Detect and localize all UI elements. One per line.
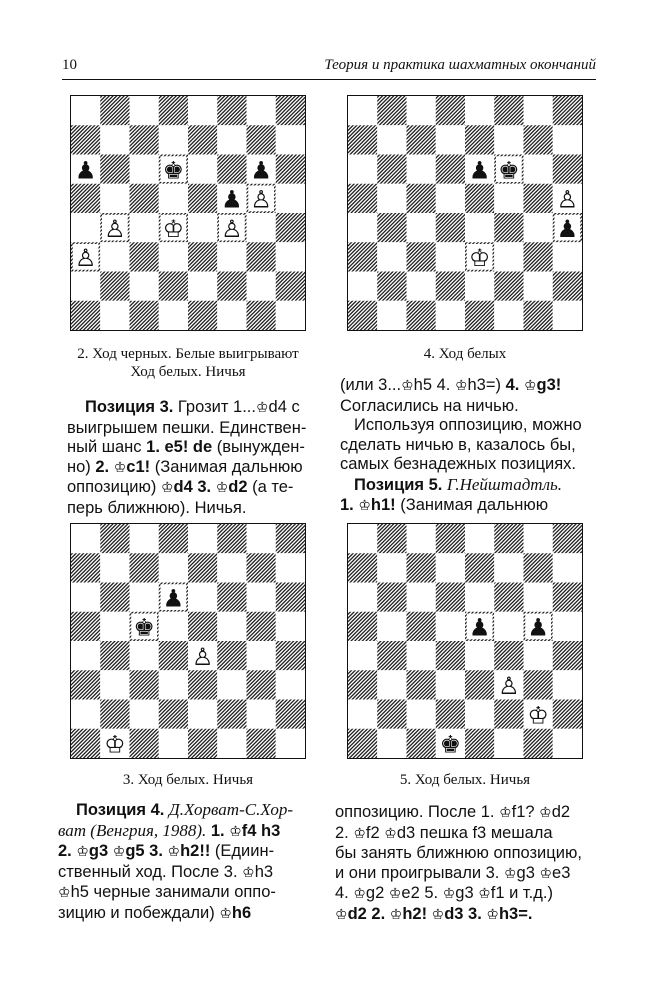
chess-pieces-layer: [71, 96, 305, 330]
king-icon: ♔: [160, 480, 174, 497]
black-pawn-icon: [250, 156, 272, 184]
white-pawn-icon: [498, 672, 520, 700]
king-icon: ♔: [242, 864, 255, 881]
header-rule: [62, 79, 596, 80]
king-icon: ♔: [76, 844, 89, 861]
king-icon: ♔: [539, 805, 552, 821]
black-king-icon: [163, 156, 185, 184]
king-icon: ♔: [499, 805, 512, 821]
king-icon: ♔: [389, 906, 403, 923]
page-number: 10: [62, 57, 77, 73]
caption-diagram-2: 2. Ход черных. Белые выигрывают Ход белых. Ничья: [77, 346, 299, 380]
king-icon: ♔: [539, 865, 553, 882]
white-pawn-icon: [221, 215, 243, 243]
black-pawn-icon: [75, 156, 97, 184]
king-icon: ♔: [523, 378, 537, 394]
king-icon: ♔: [255, 400, 269, 416]
white-king-icon: [527, 701, 549, 729]
white-pawn-icon: [192, 643, 214, 671]
position-3-text: Позиция 3. Грозит 1...♔d4 с выигрышем пешки. Единствен- ный шанс 1. e5! de (вынужден- но) 2. ♔c1! (Занимая дальнюю оппозицию) ♔d4 3. ♔d2 (а те- перь ближнюю). Ничья.: [67, 398, 307, 517]
position-4-5-text: (или 3...♔h5 4. ♔h3=) 4. ♔g3! Согласились на ничью. Используя оппозицию, можно сделать ничью в, казалось бы, самых безнадежных позициях. Позиция 5. Г.Нейштадтль. 1. ♔h1! (Занимая дальнюю: [340, 376, 582, 514]
running-title: Теория и практика шахматных окончаний: [324, 57, 596, 73]
chess-pieces-layer: [348, 96, 582, 330]
white-king-icon: [469, 244, 491, 272]
king-icon: ♔: [167, 844, 181, 861]
white-pawn-icon: [250, 186, 272, 214]
white-king-icon: [163, 215, 185, 243]
chess-pieces-layer: [71, 524, 305, 758]
king-icon: ♔: [229, 823, 242, 840]
chess-diagram-4: [347, 95, 583, 331]
black-pawn-icon: [163, 584, 185, 612]
king-icon: ♔: [215, 480, 229, 497]
chess-diagram-3: [70, 523, 306, 759]
caption-diagram-5: 5. Ход белых. Ничья: [399, 772, 531, 788]
black-pawn-icon: [527, 614, 549, 642]
white-pawn-icon: [557, 186, 579, 214]
chess-diagram-2: [70, 95, 306, 331]
king-icon: ♔: [113, 459, 127, 476]
king-icon: ♔: [335, 906, 348, 923]
white-pawn-icon: [75, 244, 97, 272]
king-icon: ♔: [112, 844, 126, 861]
page-header: [62, 57, 596, 79]
chess-diagram-5: [347, 523, 583, 759]
white-king-icon: [104, 731, 126, 758]
king-icon: ♔: [384, 825, 397, 842]
position-5-text: оппозицию. После 1. ♔f1? ♔d2 2. ♔f2 ♔d3 пешка f3 мешала бы занять ближнюю оппозицию, и они проигрывали 3. ♔g3 ♔e3 4. ♔g2 ♔e2 5. ♔g3 ♔f1 и т.д.) ♔d2 2. ♔h2! ♔d3 3. ♔h3=.: [335, 803, 582, 923]
king-icon: ♔: [401, 378, 414, 394]
black-king-icon: [133, 614, 155, 642]
caption-diagram-3: 3. Ход белых. Ничья: [122, 772, 254, 788]
black-king-icon: [498, 156, 520, 184]
king-icon: ♔: [442, 886, 456, 903]
black-king-icon: [440, 731, 462, 758]
king-icon: ♔: [478, 886, 491, 903]
king-icon: ♔: [353, 886, 366, 903]
king-icon: ♔: [358, 497, 371, 514]
king-icon: ♔: [503, 865, 517, 882]
king-icon: ♔: [431, 906, 445, 923]
black-pawn-icon: [469, 614, 491, 642]
chess-pieces-layer: [348, 524, 582, 758]
king-icon: ♔: [353, 825, 366, 842]
position-4-text: Позиция 4. Д.Хорват-С.Хор- ват (Венгрия, 1988). 1. ♔f4 h3 2. ♔g3 ♔g5 3. ♔h2!! (Едиин- ственный ход. После 3. ♔h3 ♔h5 черные занимали оппо- зицию и побеждали) ♔h6: [58, 800, 294, 922]
white-pawn-icon: [104, 215, 126, 243]
black-pawn-icon: [469, 156, 491, 184]
caption-diagram-4: 4. Ход белых: [423, 346, 507, 362]
black-pawn-icon: [557, 215, 579, 243]
king-icon: ♔: [219, 905, 232, 922]
king-icon: ♔: [454, 378, 468, 394]
black-pawn-icon: [221, 186, 243, 214]
king-icon: ♔: [58, 885, 71, 902]
king-icon: ♔: [388, 886, 402, 903]
king-icon: ♔: [486, 906, 499, 923]
